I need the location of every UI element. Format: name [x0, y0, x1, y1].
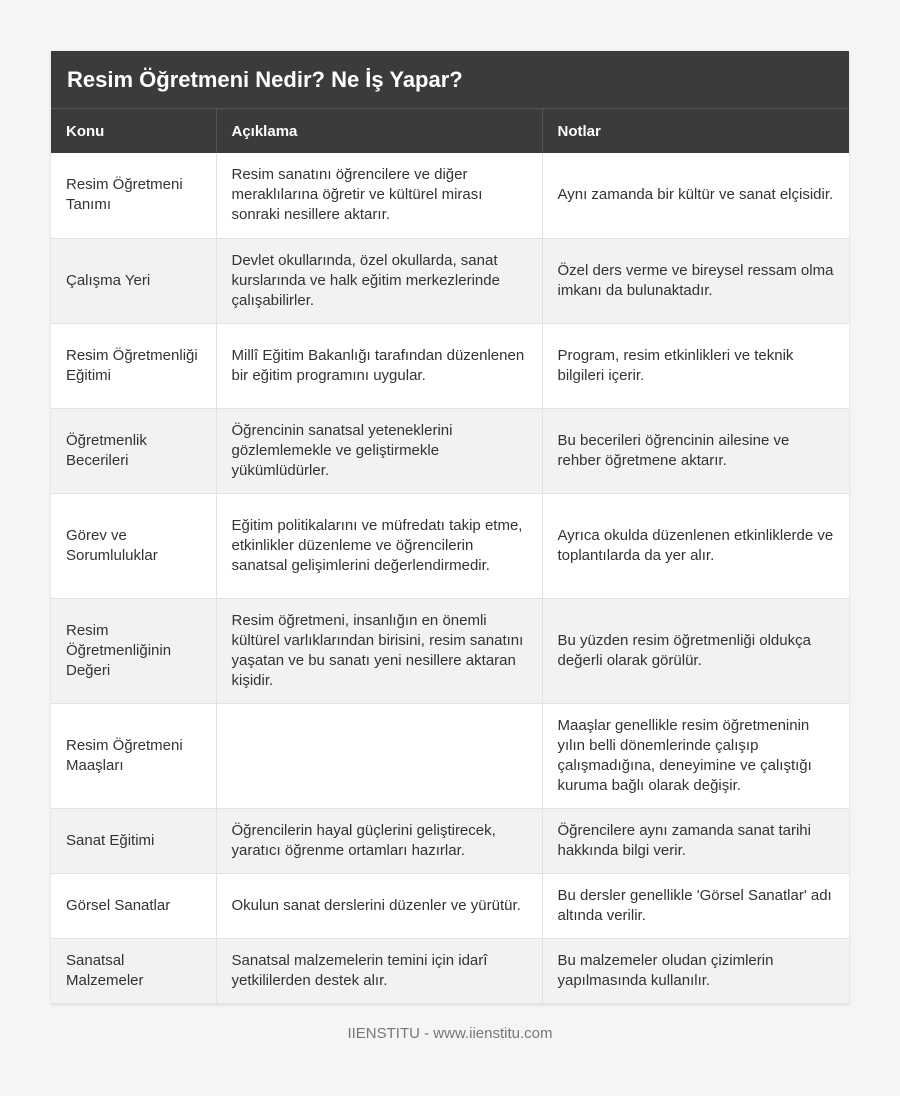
cell-konu: Görev ve Sorumluluklar — [51, 493, 216, 598]
page-title: Resim Öğretmeni Nedir? Ne İş Yapar? — [67, 66, 463, 92]
title-bar — [51, 51, 849, 109]
column-header-konu: Konu — [51, 109, 216, 153]
table-row — [51, 493, 849, 598]
cell-aciklama: Devlet okullarında, özel okullarda, sanat kurslarında ve halk eğitim merkezlerinde çalışabilirler. — [216, 238, 542, 323]
table-row — [51, 323, 849, 408]
cell-konu: Resim Öğretmenliği Eğitimi — [51, 323, 216, 408]
cell-aciklama: Öğrencinin sanatsal yeteneklerini gözlemlemekle ve geliştirmekle yükümlüdürler. — [216, 408, 542, 493]
column-header-aciklama: Açıklama — [216, 109, 542, 153]
cell-konu: Sanatsal Malzemeler — [51, 938, 216, 1003]
cell-notlar: Aynı zamanda bir kültür ve sanat elçisidir. — [542, 153, 849, 238]
cell-aciklama: Millî Eğitim Bakanlığı tarafından düzenlenen bir eğitim programını uygular. — [216, 323, 542, 408]
cell-konu: Görsel Sanatlar — [51, 873, 216, 938]
content-card — [51, 51, 849, 1004]
cell-aciklama — [216, 703, 542, 808]
cell-aciklama: Öğrencilerin hayal güçlerini geliştirecek, yaratıcı öğrenme ortamları hazırlar. — [216, 808, 542, 873]
table-row — [51, 938, 849, 1003]
cell-notlar: Özel ders verme ve bireysel ressam olma imkanı da bulunaktadır. — [542, 238, 849, 323]
table-row — [51, 703, 849, 808]
table-row — [51, 153, 849, 238]
cell-aciklama: Resim sanatını öğrencilere ve diğer meraklılarına öğretir ve kültürel mirası sonraki nesillere aktarır. — [216, 153, 542, 238]
column-header-notlar: Notlar — [542, 109, 849, 153]
cell-konu: Çalışma Yeri — [51, 238, 216, 323]
cell-notlar: Ayrıca okulda düzenlenen etkinliklerde ve toplantılarda da yer alır. — [542, 493, 849, 598]
cell-konu: Resim Öğretmeni Tanımı — [51, 153, 216, 238]
cell-notlar: Program, resim etkinlikleri ve teknik bilgileri içerir. — [542, 323, 849, 408]
cell-notlar: Bu malzemeler oludan çizimlerin yapılmasında kullanılır. — [542, 938, 849, 1003]
cell-aciklama: Sanatsal malzemelerin temini için idarî yetkililerden destek alır. — [216, 938, 542, 1003]
table-row — [51, 238, 849, 323]
cell-konu: Sanat Eğitimi — [51, 808, 216, 873]
table-row — [51, 408, 849, 493]
cell-notlar: Öğrencilere aynı zamanda sanat tarihi hakkında bilgi verir. — [542, 808, 849, 873]
table-row — [51, 598, 849, 703]
cell-konu: Resim Öğretmeni Maaşları — [51, 703, 216, 808]
table-row — [51, 808, 849, 873]
cell-notlar: Bu dersler genellikle 'Görsel Sanatlar' adı altında verilir. — [542, 873, 849, 938]
table-row — [51, 873, 849, 938]
footer-credit: IIENSTITU - www.iienstitu.com — [347, 1025, 553, 1042]
cell-aciklama: Resim öğretmeni, insanlığın en önemli kültürel varlıklarından birisini, resim sanatını yaşatan ve bu sanatı yeni nesillere aktaran kişidir. — [216, 598, 542, 703]
info-table — [51, 109, 849, 1004]
cell-notlar: Maaşlar genellikle resim öğretmeninin yılın belli dönemlerinde çalışıp çalışmadığına, deneyimine ve çalıştığı kuruma bağlı olarak değişir. — [542, 703, 849, 808]
cell-aciklama: Okulun sanat derslerini düzenler ve yürütür. — [216, 873, 542, 938]
table-header-row — [51, 109, 849, 153]
cell-konu: Öğretmenlik Becerileri — [51, 408, 216, 493]
cell-notlar: Bu becerileri öğrencinin ailesine ve rehber öğretmene aktarır. — [542, 408, 849, 493]
cell-konu: Resim Öğretmenliğinin Değeri — [51, 598, 216, 703]
cell-aciklama: Eğitim politikalarını ve müfredatı takip etme, etkinlikler düzenleme ve öğrencilerin sanatsal gelişimlerini değerlendirmedir. — [216, 493, 542, 598]
cell-notlar: Bu yüzden resim öğretmenliği oldukça değerli olarak görülür. — [542, 598, 849, 703]
